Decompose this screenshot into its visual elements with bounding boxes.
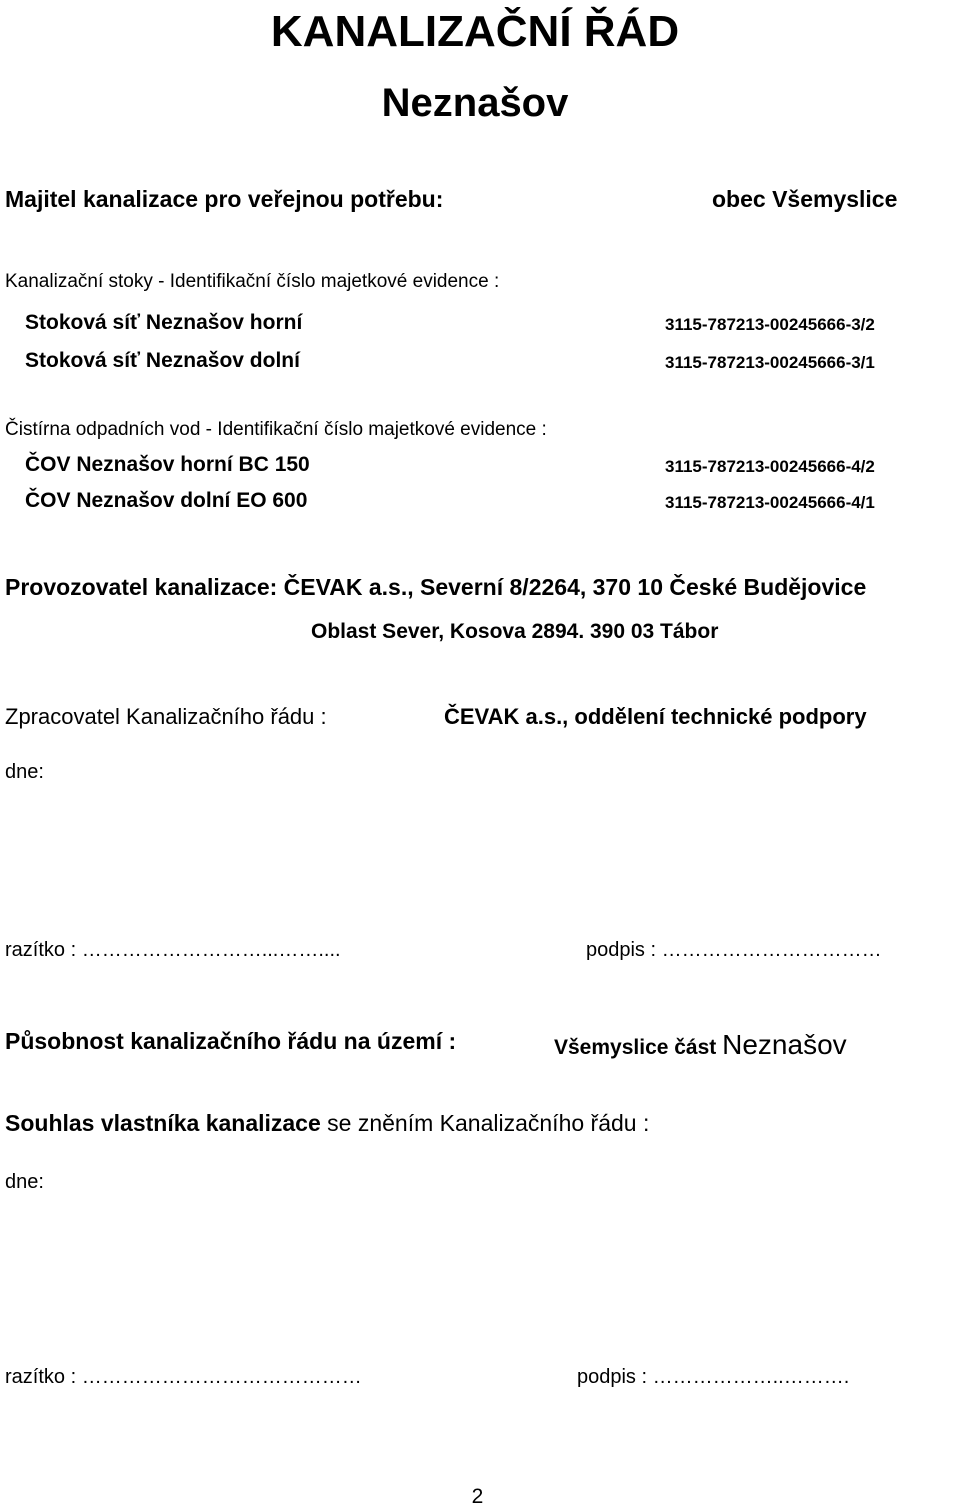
sewer-item-id: 3115-787213-00245666-3/1 [665, 353, 875, 372]
plant-item-name: ČOV Neznašov dolní EO 600 [25, 489, 308, 512]
sewers-section-label: Kanalizační stoky - Identifikační číslo majetkové evidence : [5, 271, 500, 292]
sewer-item-name: Stoková síť Neznašov dolní [25, 349, 300, 372]
plant-item-id: 3115-787213-00245666-4/2 [665, 457, 875, 476]
consent-heading-rest: se zněním Kanalizačního řádu : [320, 1110, 650, 1136]
owner-label: Majitel kanalizace pro veřejnou potřebu: [5, 186, 444, 212]
owner-value: obec Všemyslice [712, 186, 898, 212]
operator-line-1: Provozovatel kanalizace: ČEVAK a.s., Severní 8/2264, 370 10 České Budějovice [5, 574, 867, 600]
sewer-item-id: 3115-787213-00245666-3/2 [665, 315, 875, 334]
plant-item-id: 3115-787213-00245666-4/1 [665, 493, 875, 512]
processor-signature-field: podpis : …………………………… [586, 939, 882, 961]
operator-line-2: Oblast Sever, Kosova 2894. 390 03 Tábor [311, 620, 719, 643]
scope-value-place: Neznašov [722, 1029, 847, 1060]
sewer-item-name: Stoková síť Neznašov horní [25, 311, 303, 334]
document-subtitle: Neznašov [381, 81, 569, 125]
processor-stamp-field: razítko : ………………………...…….... [5, 939, 341, 961]
consent-signature-field: podpis : ………………..………. [577, 1366, 850, 1388]
plant-item-name: ČOV Neznašov horní BC 150 [25, 453, 310, 476]
consent-stamp-field: razítko : …………………………………… [5, 1366, 362, 1388]
processor-value: ČEVAK a.s., oddělení technické podpory [444, 704, 867, 729]
consent-date-label: dne: [5, 1171, 44, 1193]
consent-heading-bold: Souhlas vlastníka kanalizace [5, 1110, 321, 1136]
page-number: 2 [471, 1485, 484, 1508]
processor-label: Zpracovatel Kanalizačního řádu : [5, 704, 327, 729]
scope-value-prefix: Všemyslice část [554, 1036, 717, 1059]
processor-date-label: dne: [5, 761, 44, 783]
document-title: KANALIZAČNÍ ŘÁD [270, 7, 680, 56]
consent-heading [5, 1112, 649, 1135]
scope-value [554, 1031, 847, 1059]
plants-section-label: Čistírna odpadních vod - Identifikační číslo majetkové evidence : [5, 419, 547, 440]
scope-label: Působnost kanalizačního řádu na území : [5, 1028, 457, 1054]
